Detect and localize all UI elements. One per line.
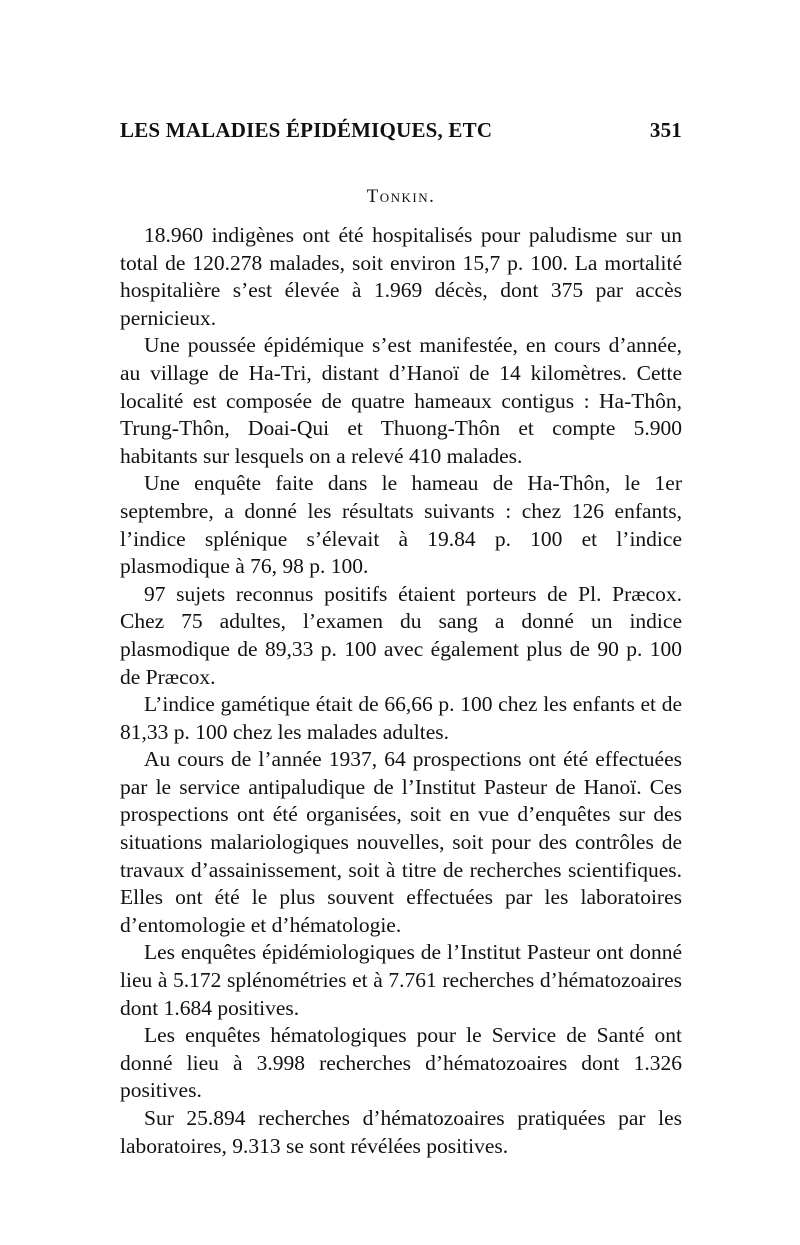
running-header bbox=[120, 118, 682, 148]
paragraph-enquete-ha-thon: Une enquête faite dans le hameau de Ha-Thôn, le 1er septembre, a donné les résultats suivants : chez 126 enfants, l’indice splénique s’élevait à 19.84 p. 100 et l’indice plasmodique à 76, 98 p. 100. bbox=[120, 471, 682, 579]
page-number: 351 bbox=[649, 118, 682, 142]
body-text bbox=[120, 222, 682, 1160]
paragraph-poussee-epidemique: Une poussée épidémique s’est manifestée, en cours d’année, au village de Ha-Tri, distant d’Hanoï de 14 kilomètres. Cette localité est composée de quatre hameaux contigus : Ha-Thôn, Trung-Thôn, Doai-Qui et Thuong-Thôn et compte 5.900 habitants sur lesquels on a relevé 410 malades. bbox=[120, 333, 682, 468]
paragraph-recherches-laboratoires: Sur 25.894 recherches d’hématozoaires pratiquées par les laboratoires, 9.313 se sont révélées positives. bbox=[120, 1106, 682, 1158]
paragraph-indice-gametique: L’indice gamétique était de 66,66 p. 100 chez les enfants et de 81,33 p. 100 chez les malades adultes. bbox=[120, 692, 682, 744]
running-title: LES MALADIES ÉPIDÉMIQUES, ETC bbox=[120, 118, 493, 142]
paragraph-enquetes-epidemiologiques: Les enquêtes épidémiologiques de l’Institut Pasteur ont donné lieu à 5.172 splénométries et à 7.761 recherches d’hématozoaires dont 1.684 positives. bbox=[120, 940, 682, 1020]
section-title: Tonkin. bbox=[366, 186, 436, 207]
paragraph-prospections: Au cours de l’année 1937, 64 prospections ont été effectuées par le service antipaludique de l’Institut Pasteur de Hanoï. Ces prospections ont été organisées, soit en vue d’enquêtes sur des situations malariologiques nouvelles, soit pour des contrôles de travaux d’assainissement, soit à titre de recherches scientifiques. Elles ont été le plus souvent effectuées par les laboratoires d’entomologie et d’hématologie. bbox=[120, 747, 682, 937]
paragraph-enquetes-hematologiques: Les enquêtes hématologiques pour le Service de Santé ont donné lieu à 3.998 recherches d’hématozoaires dont 1.326 positives. bbox=[120, 1023, 682, 1103]
paragraph-sujets-positifs: 97 sujets reconnus positifs étaient porteurs de Pl. Præcox. Chez 75 adultes, l’examen du sang a donné un indice plasmodique de 89,33 p. 100 avec également plus de 90 p. 100 de Præcox. bbox=[120, 581, 682, 689]
paragraph-hospitalisations: 18.960 indigènes ont été hospitalisés pour paludisme sur un total de 120.278 malades, soit environ 15,7 p. 100. La mortalité hospitalière s’est élevée à 1.969 décès, dont 375 par accès pernicieux. bbox=[120, 223, 682, 330]
